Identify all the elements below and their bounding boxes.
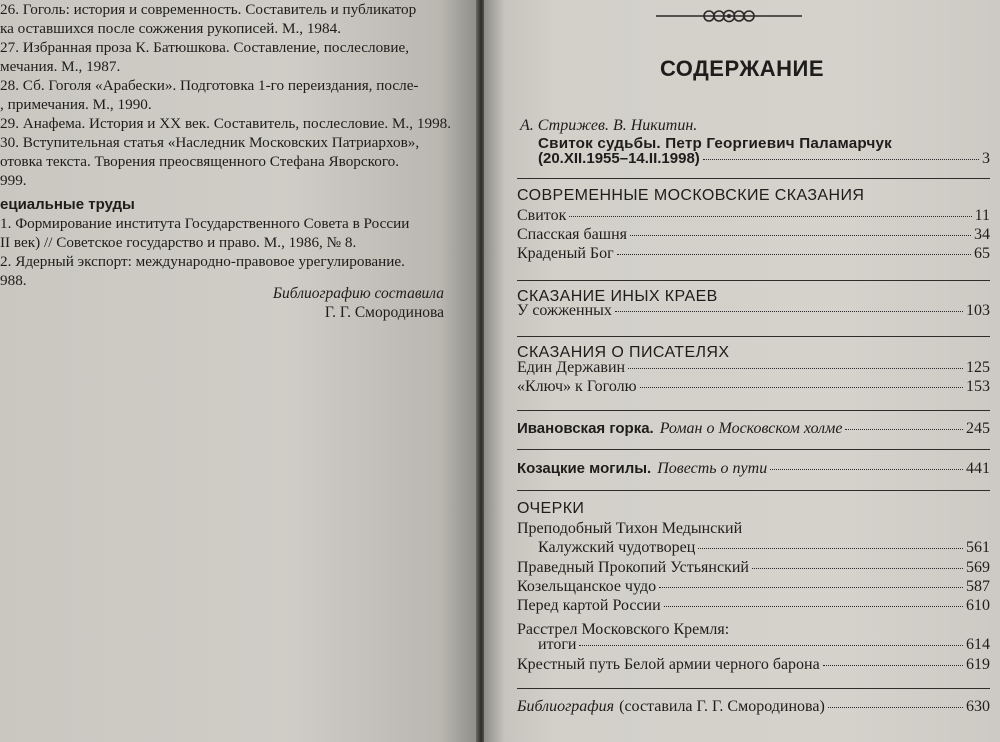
toc-entry-title: (20.XII.1955–14.II.1998) (538, 150, 700, 167)
compiler-label: Библиографию составила (272, 285, 444, 302)
toc-page-number: 65 (974, 245, 990, 262)
bibliography-entry: 29. Анафема. История и XX век. Составитель, послесловие. М., 1998. (0, 115, 452, 132)
toc-page-number: 3 (982, 150, 990, 167)
bibliography-entry: 26. Гоголь: история и современность. Составитель и публикатор (0, 1, 417, 18)
toc-entry-title: У сожженных (517, 302, 612, 319)
toc-entry-title: Краденый Бог (517, 245, 614, 262)
toc-entry-title: Козельщанское чудо (517, 578, 657, 595)
dot-leader (828, 707, 963, 708)
right-page (484, 0, 1000, 742)
toc-entry-title: Перед картой России (517, 597, 661, 614)
section-heading: СОВРЕМЕННЫЕ МОСКОВСКИЕ СКАЗАНИЯ (517, 187, 865, 204)
special-works-heading: ециальные труды (0, 196, 135, 213)
toc-entry[interactable] (538, 150, 990, 172)
toc-entry-title: Преподобный Тихон Медынский (517, 520, 743, 537)
toc-entry[interactable] (517, 698, 990, 720)
toc-page-number: 245 (966, 420, 990, 437)
toc-entry[interactable] (538, 539, 990, 561)
dot-leader (617, 254, 971, 255)
toc-page-number: 153 (966, 378, 990, 395)
toc-entry-subtitle: Повесть о пути (657, 460, 768, 477)
divider (517, 336, 990, 337)
toc-page-number: 587 (966, 578, 990, 595)
dot-leader (698, 548, 963, 549)
toc-entry-title: Крестный путь Белой армии черного барона (517, 656, 820, 673)
dot-leader (640, 387, 963, 388)
toc-entry-subtitle: Роман о Московском холме (659, 420, 843, 437)
toc-page-number: 569 (966, 559, 990, 576)
dot-leader (770, 469, 963, 470)
dot-leader (569, 216, 971, 217)
toc-entry[interactable] (517, 302, 990, 324)
dot-leader (615, 311, 963, 312)
bibliography-entry: 2. Ядерный экспорт: международно-правовое урегулирование. (0, 253, 405, 270)
bibliography-entry: , примечания. М., 1990. (0, 96, 152, 113)
bibliography-entry: 999. (0, 172, 27, 189)
divider (517, 280, 990, 281)
toc-entry-title: Библиография (517, 698, 615, 715)
divider (517, 410, 990, 411)
toc-page-number: 619 (966, 656, 990, 673)
divider (517, 688, 990, 689)
bibliography-entry: 30. Вступительная статья «Наследник Московских Патриархов», (0, 134, 420, 151)
dot-leader (579, 645, 963, 646)
toc-page-number: 614 (966, 636, 990, 653)
toc-page-number: 561 (966, 539, 990, 556)
bibliography-entry: 988. (0, 272, 27, 289)
dot-leader (630, 235, 971, 236)
left-page (0, 0, 478, 742)
toc-page-number: 11 (974, 207, 990, 224)
dot-leader (845, 429, 963, 430)
dot-leader (659, 587, 963, 588)
compiler-name: Г. Г. Смородинова (324, 304, 444, 321)
bibliography-entry: мечания. М., 1987. (0, 58, 121, 75)
bibliography-entry: 27. Избранная проза К. Батюшкова. Составление, послесловие, (0, 39, 409, 56)
toc-entry[interactable] (517, 378, 990, 400)
section-heading: СКАЗАНИЯ О ПИСАТЕЛЯХ (517, 344, 730, 361)
toc-entry[interactable] (517, 420, 990, 442)
toc-entry-title: Козацкие могилы. (517, 460, 652, 477)
toc-entry[interactable] (538, 636, 990, 658)
toc-page-number: 610 (966, 597, 990, 614)
page-title: СОДЕРЖАНИЕ (659, 56, 825, 81)
divider (517, 449, 990, 450)
section-heading: ОЧЕРКИ (517, 500, 585, 517)
toc-entry[interactable] (517, 245, 990, 267)
bibliography-entry: 28. Сб. Гоголя «Арабески». Подготовка 1-го переиздания, после- (0, 77, 419, 94)
section-heading: СКАЗАНИЕ ИНЫХ КРАЕВ (517, 288, 718, 305)
toc-entry-note: (составила Г. Г. Смородинова) (619, 698, 825, 715)
toc-entry-title: Един Державин (517, 359, 626, 376)
divider (517, 178, 990, 179)
toc-authors: А. Стрижев. В. Никитин. (520, 117, 698, 134)
toc-page-number: 441 (966, 460, 990, 477)
toc-entry-title: Свиток судьбы. Петр Георгиевич Паламарчук (538, 135, 892, 152)
toc-entry-title: итоги (538, 636, 577, 653)
ornament-icon (656, 8, 802, 24)
toc-page-number: 34 (974, 226, 990, 243)
toc-entry-title: Ивановская горка. (517, 420, 654, 437)
dot-leader (752, 568, 963, 569)
bibliography-entry: ка оставшихся после сожжения рукописей. М., 1984. (0, 20, 342, 37)
toc-entry-title: Спасская башня (517, 226, 628, 243)
dot-leader (664, 606, 963, 607)
toc-entry-title: Расстрел Московского Кремля: (517, 621, 730, 638)
toc-entry-title: Калужский чудотворец (538, 539, 696, 556)
toc-entry[interactable] (517, 597, 990, 619)
divider (517, 490, 990, 491)
toc-entry[interactable] (517, 656, 990, 678)
toc-entry-title: Свиток (517, 207, 567, 224)
dot-leader (628, 368, 963, 369)
toc-page-number: 630 (966, 698, 990, 715)
bibliography-entry: отовка текста. Творения преосвященного Стефана Яворского. (0, 153, 400, 170)
bibliography-entry: 1. Формирование института Государственного Совета в России (0, 215, 410, 232)
toc-page-number: 125 (966, 359, 990, 376)
bibliography-entry: II век) // Советское государство и право. М., 1986, № 8. (0, 234, 357, 251)
toc-entry-title: «Ключ» к Гоголю (517, 378, 637, 395)
toc-page-number: 103 (966, 302, 990, 319)
toc-entry-title: Праведный Прокопий Устьянский (517, 559, 749, 576)
dot-leader (703, 159, 979, 160)
dot-leader (823, 665, 963, 666)
toc-entry[interactable] (517, 460, 990, 482)
